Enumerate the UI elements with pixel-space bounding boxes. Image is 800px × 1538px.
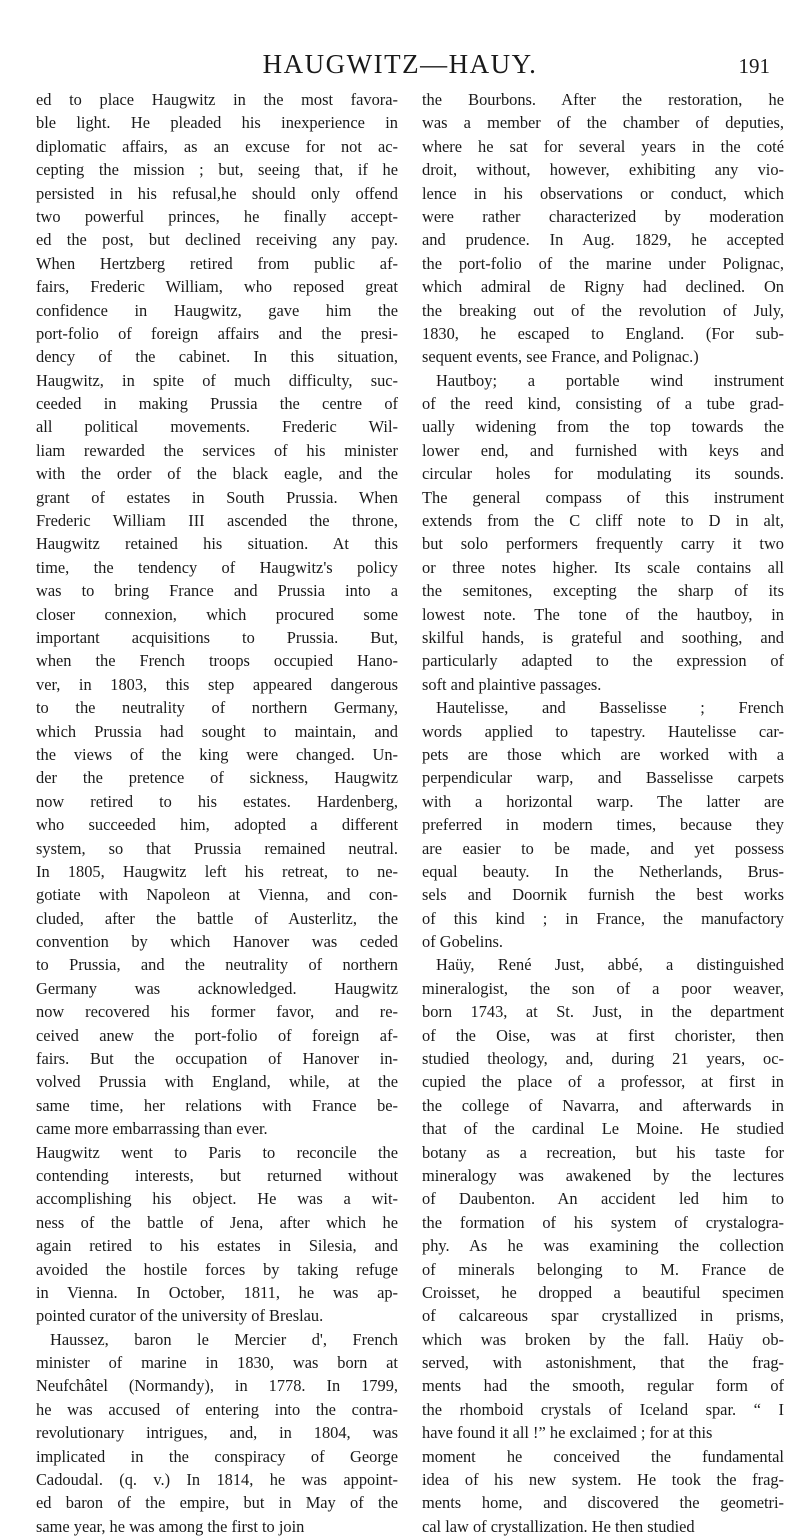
text-line: Haugwitz, in spite of much difficulty, suc- <box>36 370 398 390</box>
text-line: der the pretence of sickness, Haugwitz <box>36 768 398 788</box>
text-line: cal law of crystallization. He then studied <box>422 1516 695 1536</box>
text-line: that of the cardinal Le Moine. He studied <box>422 1119 784 1139</box>
text-line: Haugwitz went to Paris to reconcile the <box>36 1142 398 1162</box>
text-line: were rather characterized by moderation <box>422 206 784 226</box>
text-line: confidence in Haugwitz, gave him the <box>36 300 398 320</box>
text-line: idea of his new system. He took the frag- <box>422 1470 784 1490</box>
text-line: to the neutrality of northern Germany, <box>36 698 398 718</box>
text-line: ceived anew the port-folio of foreign af- <box>36 1025 398 1045</box>
text-line: ed the post, but declined receiving any pay. <box>36 230 398 250</box>
text-line: droit, without, however, exhibiting any vio- <box>422 160 784 180</box>
text-line: ed baron of the empire, but in May of the <box>36 1493 398 1513</box>
text-line: cluded, after the battle of Austerlitz, the <box>36 908 398 928</box>
text-line: or three notes higher. Its scale contains all <box>422 557 784 577</box>
page-number: 191 <box>738 54 770 78</box>
text-line: The general compass of this instrument <box>422 487 784 507</box>
text-line: came more embarrassing than ever. <box>36 1119 268 1139</box>
text-line: mineralogist, the son of a poor weaver, <box>422 978 784 998</box>
text-line: same time, her relations with France be- <box>36 1095 398 1115</box>
text-line: now retired to his estates. Hardenberg, <box>36 791 398 811</box>
text-line: the formation of his system of crystalogra- <box>422 1212 784 1232</box>
text-line: in Vienna. In October, 1811, he was ap- <box>36 1282 398 1302</box>
text-line: with a horizontal warp. The latter are <box>422 791 784 811</box>
text-line: the port-folio of the marine under Polignac, <box>422 253 784 273</box>
text-line: perpendicular warp, and Basselisse carpets <box>422 768 784 788</box>
text-line: diplomatic affairs, as an excuse for not ac- <box>36 136 398 156</box>
text-line: ed to place Haugwitz in the most favora- <box>36 90 398 109</box>
text-line: extends from the C cliff note to D in alt, <box>422 511 784 531</box>
text-line: circular holes for modulating its sounds. <box>422 464 784 484</box>
text-line: born 1743, at St. Just, in the department <box>422 1002 784 1022</box>
text-line: sequent events, see France, and Polignac.) <box>422 347 699 367</box>
text-line: phy. As he was examining the collection <box>422 1236 784 1256</box>
text-line: pointed curator of the university of Breslau. <box>36 1306 324 1326</box>
text-line: and prudence. In Aug. 1829, he accepted <box>422 230 784 250</box>
text-line: the college of Navarra, and afterwards in <box>422 1095 784 1115</box>
text-line: which was broken by the fall. Haüy ob- <box>422 1329 784 1349</box>
text-line: of Gobelins. <box>422 932 504 952</box>
text-line: the views of the king were changed. Un- <box>36 744 398 764</box>
text-line: of Daubenton. An accident led him to <box>422 1189 784 1209</box>
text-line: cupied the place of a professor, at first in <box>422 1072 784 1092</box>
text-line: sels and Doornik furnish the best works <box>422 885 784 905</box>
text-line: but solo performers frequently carry it two <box>422 534 784 554</box>
text-line: Haüy, René Just, abbé, a distinguished <box>436 955 784 975</box>
text-line: the Bourbons. After the restoration, he <box>422 90 784 109</box>
text-line: of calcareous spar crystallized in prisms, <box>422 1306 784 1326</box>
text-line: ness of the battle of Jena, after which he <box>36 1212 398 1232</box>
text-line: botany as a recreation, but his taste for <box>422 1142 784 1162</box>
text-line: where he sat for several years in the coté <box>422 136 784 156</box>
text-line: which Prussia had sought to maintain, and <box>36 721 398 741</box>
text-line: revolutionary intrigues, and, in 1804, was <box>36 1423 398 1443</box>
text-line: ments had the smooth, regular form of <box>422 1376 784 1396</box>
text-line: important acquisitions to Prussia. But, <box>36 627 398 647</box>
text-line: lence in his observations or conduct, which <box>422 183 784 203</box>
text-line: who succeeded him, adopted a different <box>36 815 398 835</box>
text-line: now recovered his former favor, and re- <box>36 1002 398 1022</box>
text-line: ments home, and discovered the geometri- <box>422 1493 784 1513</box>
text-line: lowest note. The tone of the hautboy, in <box>422 604 784 624</box>
text-line: time, the tendency of Haugwitz's policy <box>36 557 398 577</box>
text-line: pets are those which are worked with a <box>422 744 784 764</box>
right-column <box>422 88 784 1538</box>
text-line: lower end, and furnished with keys and <box>422 440 784 460</box>
text-line: avoided the hostile forces by taking refuge <box>36 1259 398 1279</box>
text-line: Croisset, he dropped a beautiful specimen <box>422 1282 784 1302</box>
text-line: grant of estates in South Prussia. When <box>36 487 398 507</box>
text-line: dency of the cabinet. In this situation, <box>36 347 398 367</box>
text-line: which admiral de Rigny had declined. On <box>422 277 784 297</box>
text-line: with the order of the black eagle, and the <box>36 464 398 484</box>
text-line: same year, he was among the first to join <box>36 1516 305 1536</box>
text-line: Frederic William III ascended the throne, <box>36 511 398 531</box>
text-line: port-folio of foreign affairs and the presi- <box>36 323 398 343</box>
text-line: was a member of the chamber of deputies, <box>422 113 784 133</box>
text-line: Haugwitz retained his situation. At this <box>36 534 398 554</box>
text-line: of the reed kind, consisting of a tube grad- <box>422 394 784 414</box>
text-line: closer connexion, which procured some <box>36 604 398 624</box>
text-line: Hautboy; a portable wind instrument <box>436 370 784 390</box>
text-line: of minerals belonging to M. France de <box>422 1259 784 1279</box>
text-line: fairs. But the occupation of Hanover in- <box>36 1049 398 1069</box>
text-line: two powerful princes, he finally accept- <box>36 206 398 226</box>
running-head <box>0 44 800 84</box>
text-line: of this kind ; in France, the manufactory <box>422 908 784 928</box>
text-line: was to bring France and Prussia into a <box>36 581 398 601</box>
left-column <box>36 88 398 1538</box>
text-line: when the French troops occupied Hano- <box>36 651 398 671</box>
text-line: gotiate with Napoleon at Vienna, and con- <box>36 885 398 905</box>
text-line: skilful hands, is grateful and soothing, and <box>422 627 784 647</box>
text-line: mineralogy was awakened by the lectures <box>422 1165 784 1185</box>
text-line: he was accused of entering into the contra- <box>36 1399 398 1419</box>
text-line: to Prussia, and the neutrality of northern <box>36 955 398 975</box>
text-line: words applied to tapestry. Hautelisse car- <box>422 721 784 741</box>
text-line: the breaking out of the revolution of July, <box>422 300 784 320</box>
text-line: implicated in the conspiracy of George <box>36 1446 398 1466</box>
text-line: ually widening from the top towards the <box>422 417 784 437</box>
text-line: served, with astonishment, that the frag- <box>422 1353 784 1373</box>
text-line: minister of marine in 1830, was born at <box>36 1353 398 1373</box>
running-title: HAUGWITZ—HAUY. <box>262 49 538 79</box>
text-line: fairs, Frederic William, who reposed great <box>36 277 398 297</box>
text-line: soft and plaintive passages. <box>422 674 602 694</box>
text-line: the rhomboid crystals of Iceland spar. “ I <box>422 1399 784 1419</box>
text-line: have found it all !” he exclaimed ; for at this <box>422 1423 713 1443</box>
text-line: liam rewarded the services of his minister <box>36 440 398 460</box>
text-line: When Hertzberg retired from public af- <box>36 253 398 273</box>
text-line: preferred in modern times, because they <box>422 815 784 835</box>
text-line: In 1805, Haugwitz left his retreat, to ne- <box>36 861 398 881</box>
text-line: Germany was acknowledged. Haugwitz <box>36 978 398 998</box>
text-line: Hautelisse, and Basselisse ; French <box>436 698 784 718</box>
text-line: convention by which Hanover was ceded <box>36 932 398 952</box>
text-line: persisted in his refusal,he should only offend <box>36 183 398 203</box>
text-line: volved Prussia with England, while, at the <box>36 1072 398 1092</box>
text-line: of the Oise, was at first chorister, then <box>422 1025 784 1045</box>
text-line: Neufchâtel (Normandy), in 1778. In 1799, <box>36 1376 398 1396</box>
text-line: again retired to his estates in Silesia, and <box>36 1236 398 1256</box>
text-line: ceeded in making Prussia the centre of <box>36 394 398 414</box>
text-line: 1830, he escaped to England. (For sub- <box>422 323 784 343</box>
text-line: are easier to be made, and yet possess <box>422 838 784 858</box>
text-line: ble light. He pleaded his inexperience in <box>36 113 398 133</box>
text-line: system, so that Prussia remained neutral. <box>36 838 398 858</box>
text-line: cepting the mission ; but, seeing that, if he <box>36 160 398 180</box>
text-line: Haussez, baron le Mercier d', French <box>50 1329 398 1349</box>
text-line: all political movements. Frederic Wil- <box>36 417 398 437</box>
text-line: equal beauty. In the Netherlands, Brus- <box>422 861 784 881</box>
text-line: particularly adapted to the expression of <box>422 651 784 671</box>
text-line: ver, in 1803, this step appeared dangerous <box>36 674 398 694</box>
text-line: the semitones, excepting the sharp of its <box>422 581 784 601</box>
text-line: studied theology, and, during 21 years, oc- <box>422 1049 784 1069</box>
text-line: Cadoudal. (q. v.) In 1814, he was appoint- <box>36 1470 398 1490</box>
text-line: moment he conceived the fundamental <box>422 1446 784 1466</box>
text-line: contending interests, but returned without <box>36 1165 398 1185</box>
text-line: accomplishing his object. He was a wit- <box>36 1189 398 1209</box>
